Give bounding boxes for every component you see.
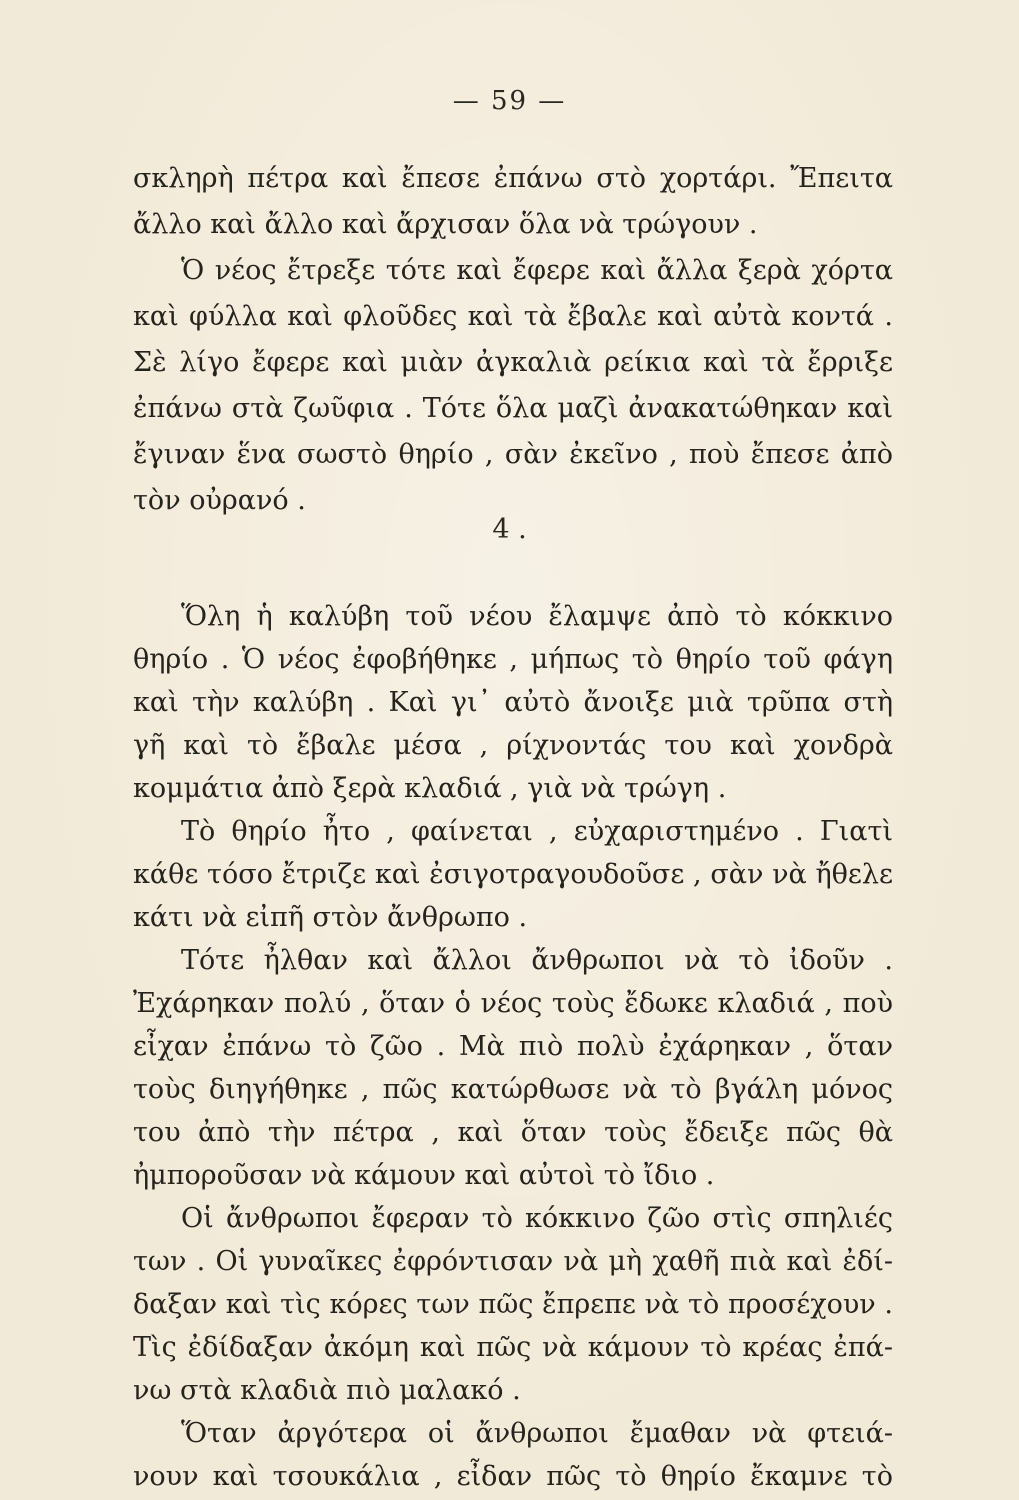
text-line: Τότε ἦλθαν καὶ ἄλλοι ἄνθρωποι νὰ τὸ ἰδοῦν .	[181, 945, 893, 976]
text-line: Ὁ νέος ἔτρεξε τότε καὶ ἔφερε καὶ ἄλλα ξερὰ χόρτα	[181, 255, 893, 286]
text-line: θηρίο . Ὁ νέος ἐφοβήθηκε , μήπως τὸ θηρίο τοῦ φάγη	[133, 644, 893, 675]
text-line: κάτι νὰ εἰπῆ στὸν ἄνθρωπο .	[133, 902, 528, 933]
text-line: του ἀπὸ τὴν πέτρα , καὶ ὅταν τοὺς ἔδειξε πῶς θὰ	[133, 1117, 893, 1148]
text-line: κομμάτια ἀπὸ ξερὰ κλαδιά , γιὰ νὰ τρώγη .	[133, 773, 727, 804]
text-line: εἶχαν ἐπάνω τὸ ζῶο . Μὰ πιὸ πολὺ ἐχάρηκαν , ὅταν	[133, 1031, 893, 1062]
text-line: Τὸ θηρίο ἦτο , φαίνεται , εὐχαριστημένο . Γιατὶ	[181, 816, 893, 847]
text-line: σκληρὴ πέτρα καὶ ἔπεσε ἐπάνω στὸ χορτάρι. Ἔπειτα	[133, 163, 893, 194]
text-line: Ἐχάρηκαν πολύ , ὅταν ὁ νέος τοὺς ἔδωκε κλαδιά , ποὺ	[133, 988, 893, 1019]
text-line: ἔγιναν ἕνα σωστὸ θηρίο , σὰν ἐκεῖνο , ποὺ ἔπεσε ἀπὸ	[133, 439, 893, 470]
text-line: Τὶς ἐδίδαξαν ἀκόμη καὶ πῶς νὰ κάμουν τὸ κρέας ἐπά-	[133, 1332, 893, 1363]
text-line: κάθε τόσο ἔτριζε καὶ ἐσιγοτραγουδοῦσε , σὰν νὰ ἤθελε	[133, 859, 893, 890]
text-line: των . Οἱ γυναῖκες ἐφρόντισαν νὰ μὴ χαθῆ πιὰ καὶ ἐδί-	[133, 1246, 893, 1277]
text-line: Ὅταν ἀργότερα οἱ ἄνθρωποι ἔμαθαν νὰ φτειά-	[181, 1418, 893, 1449]
text-line: καὶ τὴν καλύβη . Καὶ γι᾿ αὐτὸ ἄνοιξε μιὰ τρῦπα στὴ	[133, 687, 893, 718]
text-line: ἄλλο καὶ ἄλλο καὶ ἄρχισαν ὅλα νὰ τρώγουν .	[133, 209, 758, 240]
text-line: Ὅλη ἡ καλύβη τοῦ νέου ἔλαμψε ἀπὸ τὸ κόκκινο	[181, 601, 893, 632]
text-line: τοὺς διηγήθηκε , πῶς κατώρθωσε νὰ τὸ βγάλη μόνος	[133, 1074, 893, 1105]
section-number: 4 .	[492, 514, 527, 545]
text-line: γῆ καὶ τὸ ἔβαλε μέσα , ρίχνοντάς του καὶ χονδρὰ	[133, 730, 893, 761]
text-line: Σὲ λίγο ἔφερε καὶ μιὰν ἀγκαλιὰ ρείκια καὶ τὰ ἔρριξε	[133, 347, 893, 378]
text-line: τὸν οὐρανό .	[133, 485, 306, 516]
text-line: καὶ φύλλα καὶ φλοῦδες καὶ τὰ ἔβαλε καὶ αὐτὰ κοντά .	[133, 301, 893, 332]
text-line: Οἱ ἄνθρωποι ἔφεραν τὸ κόκκινο ζῶο στὶς σπηλιές	[181, 1203, 893, 1234]
text-line: ἐπάνω στὰ ζωῦφια . Τότε ὅλα μαζὶ ἀνακατώθηκαν καὶ	[133, 393, 893, 424]
page-number: — 59 —	[452, 86, 567, 116]
text-line: δαξαν καὶ τὶς κόρες των πῶς ἔπρεπε νὰ τὸ προσέχουν .	[133, 1289, 893, 1320]
text-line: νουν καὶ τσουκάλια , εἶδαν πῶς τὸ θηρίο ἔκαμνε τὸ	[133, 1461, 893, 1492]
text-line: νω στὰ κλαδιὰ πιὸ μαλακό .	[133, 1375, 521, 1406]
text-line: ἠμποροῦσαν νὰ κάμουν καὶ αὐτοὶ τὸ ἴδιο .	[133, 1160, 715, 1191]
